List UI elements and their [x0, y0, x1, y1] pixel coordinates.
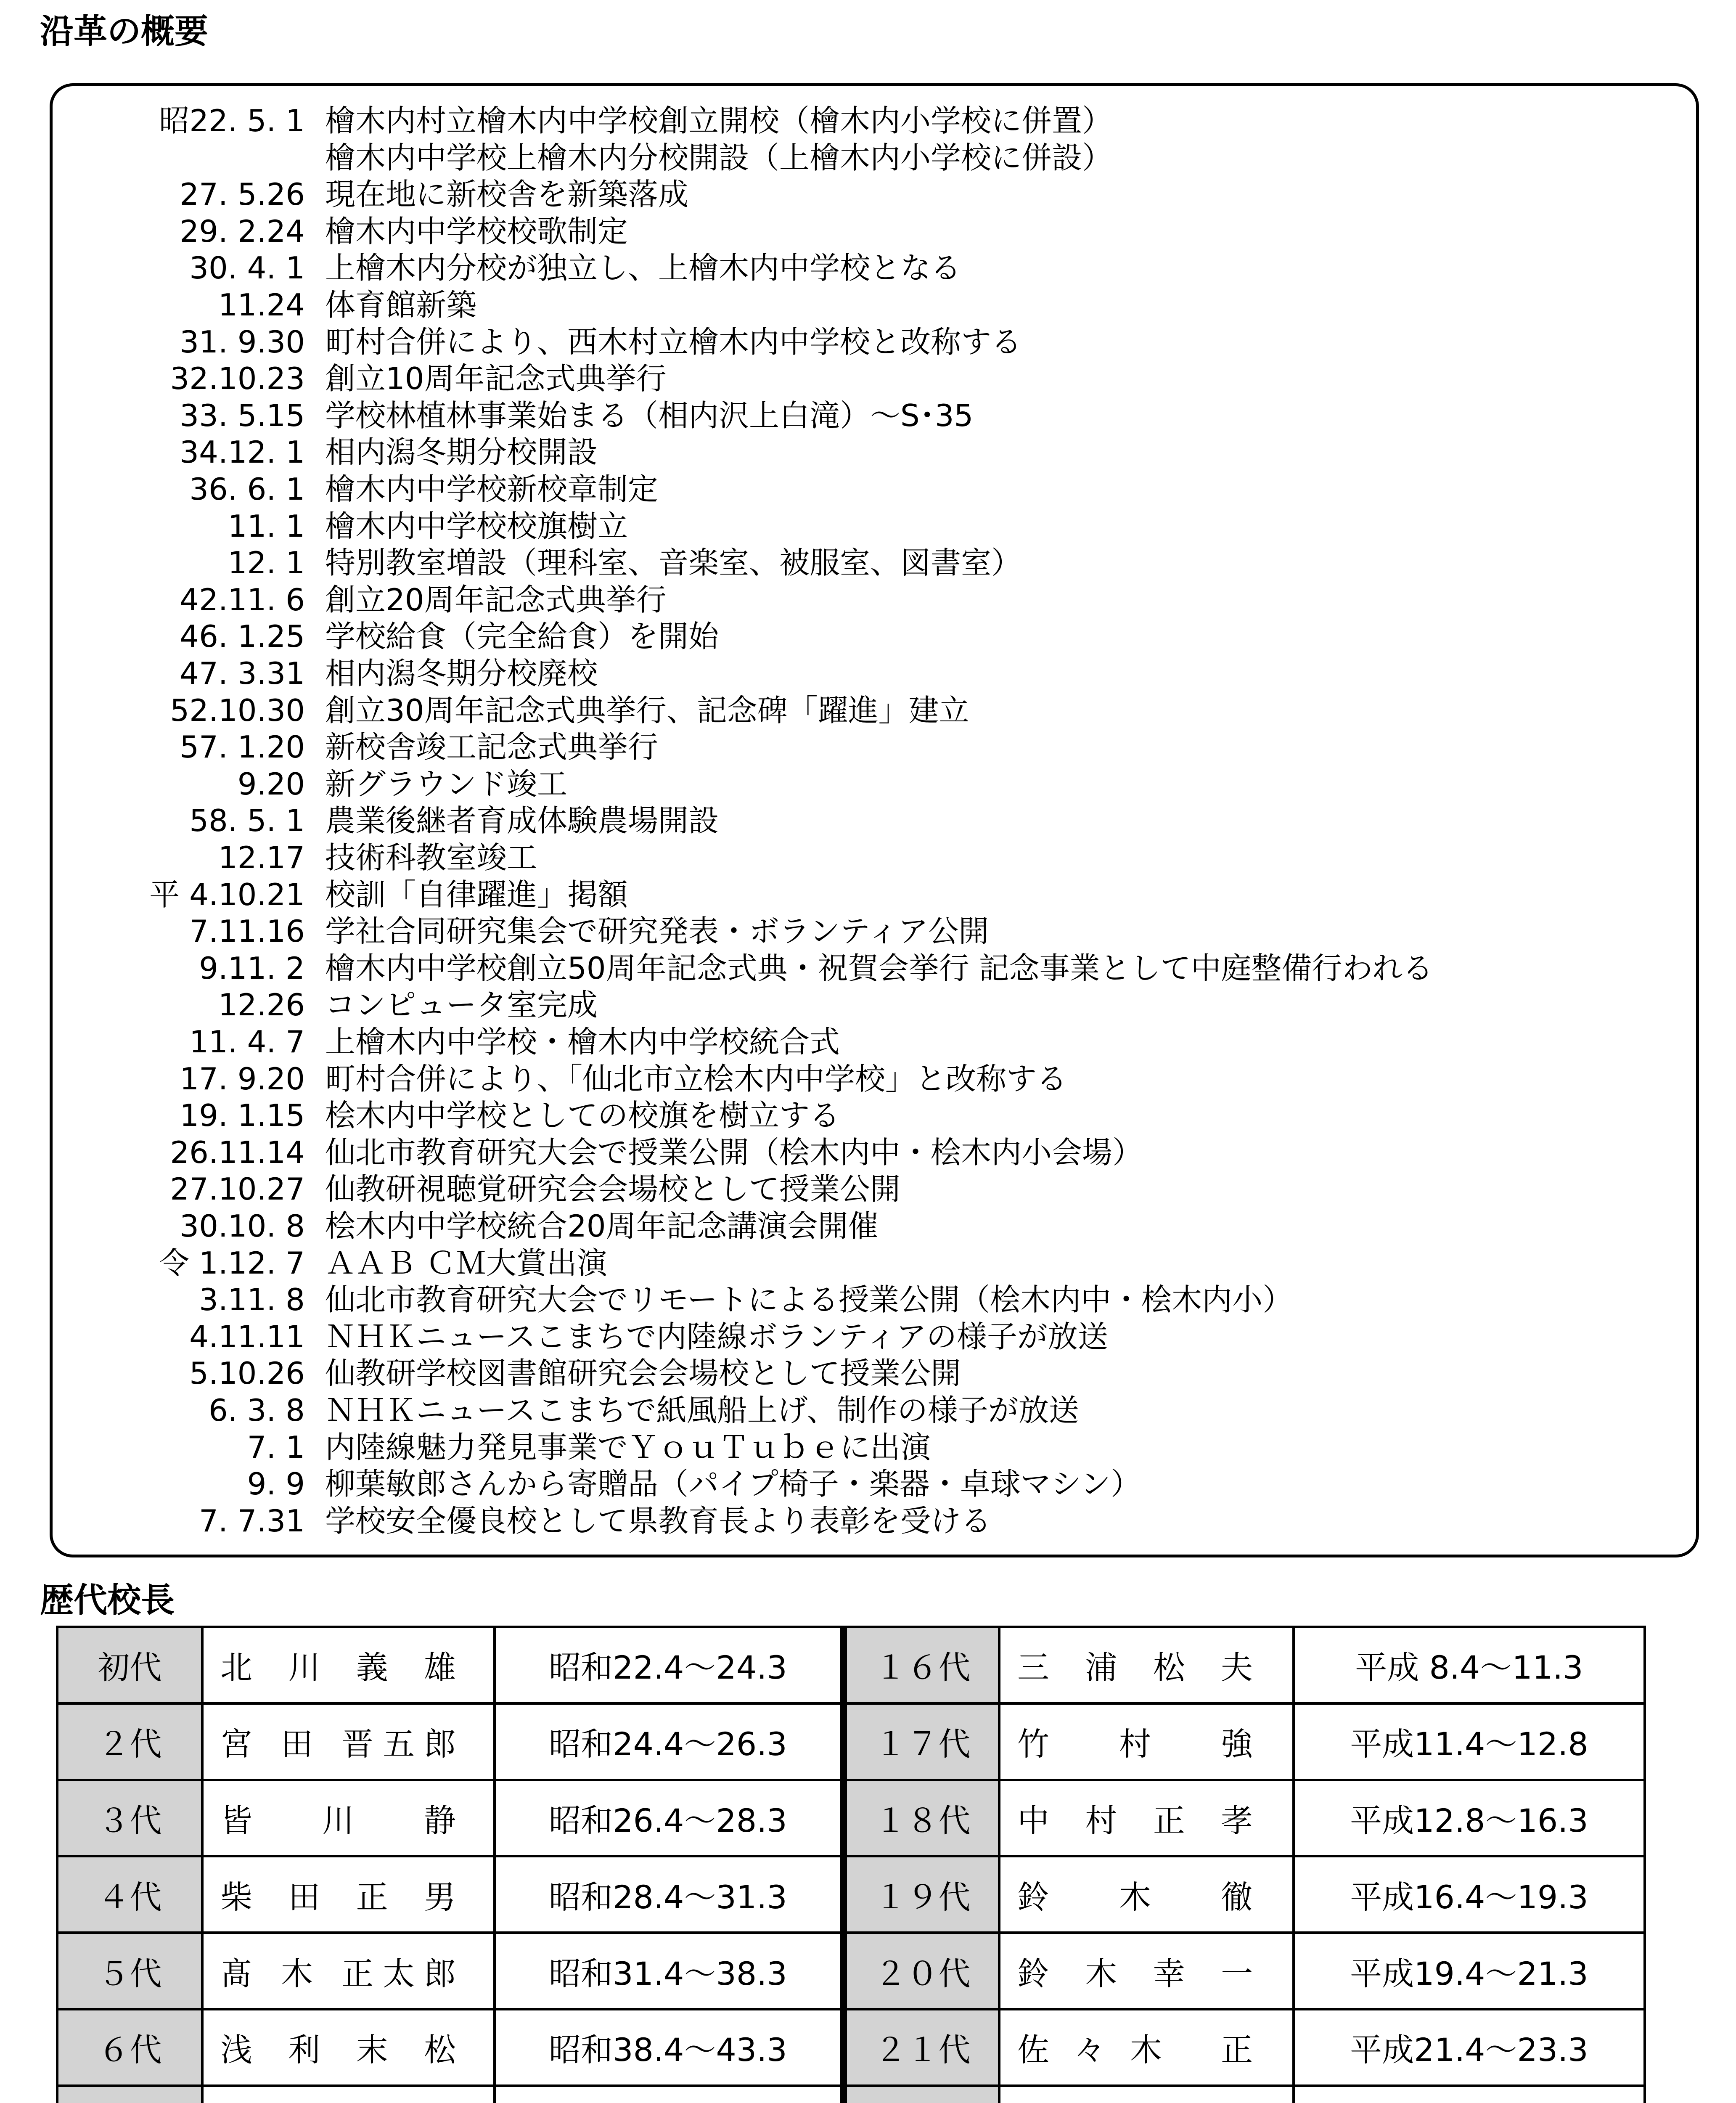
principal-name-text: [1017, 2101, 1253, 2103]
principal-name: [999, 1627, 1294, 1703]
principal-name-text: [220, 1948, 456, 1994]
name-part: 木: [1119, 1878, 1181, 1916]
history-date: 9. 9: [247, 1466, 305, 1502]
history-event: 創立10周年記念式典挙行: [325, 361, 667, 397]
name-part: 田: [288, 1878, 333, 1916]
principal-term: 昭和28.4～31.3: [495, 1856, 844, 1933]
history-date: 7. 1: [247, 1429, 305, 1465]
history-date: 7. 7.31: [199, 1503, 305, 1539]
history-event: 学校安全優良校として県教育長より表彰を受ける: [325, 1503, 992, 1539]
history-date: 令 1.12. 7: [159, 1245, 305, 1281]
history-event: 現在地に新校舎を新築落成: [325, 177, 689, 212]
name-part: 夫: [1221, 1649, 1253, 1687]
history-event: 檜木内中学校校歌制定: [325, 213, 628, 249]
history-entry: [53, 213, 1696, 250]
history-event: 仙教研学校図書館研究会会場校として授業公開: [325, 1356, 961, 1391]
history-entry: [53, 1171, 1696, 1208]
principal-generation: １６代: [844, 1627, 999, 1703]
principal-name-text: [1017, 1719, 1253, 1764]
history-event: 仙北市教育研究大会でリモートによる授業公開（桧木内中・桧木内小）: [325, 1282, 1293, 1318]
history-event: 相内潟冬期分校廃校: [325, 656, 598, 691]
history-event: 町村合併により、「仙北市立桧木内中学校」と改称する: [325, 1061, 1067, 1097]
name-part: 三: [1017, 1649, 1062, 1687]
history-date: 平 4.10.21: [149, 877, 305, 912]
history-date: 4.11.11: [189, 1319, 305, 1354]
name-part: 正: [1221, 2031, 1253, 2069]
principal-row: [57, 2086, 1645, 2103]
history-event: 檜木内中学校上檜木内分校開設（上檜木内小学校に併設）: [325, 140, 1113, 175]
principal-term: 昭和31.4～38.3: [495, 1933, 844, 2009]
principal-term: 昭和22.4～24.3: [495, 1627, 844, 1703]
history-event: 創立20周年記念式典挙行: [325, 582, 667, 617]
history-date: 5.10.26: [189, 1356, 305, 1391]
principal-name-text: [220, 1719, 456, 1764]
history-event: 上檜木内分校が独立し、上檜木内中学校となる: [325, 250, 961, 286]
principal-generation: ３代: [57, 1780, 202, 1857]
history-event: 上檜木内中学校・檜木内中学校統合式: [325, 1024, 840, 1059]
name-part: 孝: [1221, 1801, 1253, 1839]
history-entry: [53, 1502, 1696, 1539]
principal-name: [202, 2009, 495, 2086]
history-entry: [53, 323, 1696, 360]
principal-term: 昭和24.4～26.3: [495, 1703, 844, 1780]
history-event: ＮＨＫニュースこまちで内陸線ボランティアの様子が放送: [325, 1319, 1108, 1354]
name-part: 幸: [1153, 1955, 1198, 1992]
history-date: 47. 3.31: [180, 656, 305, 691]
principal-name-text: [1017, 1795, 1253, 1841]
history-entry: [53, 360, 1696, 397]
history-date: 58. 5. 1: [189, 803, 305, 839]
history-date: 12.17: [218, 840, 305, 875]
history-event: 相内潟冬期分校開設: [325, 434, 598, 470]
history-event: 町村合併により、西木村立檜木内中学校と改称する: [325, 324, 1022, 360]
principal-row: [57, 1856, 1645, 1933]
history-entry: [53, 544, 1696, 581]
name-part: 強: [1221, 1725, 1253, 1763]
history-date: 11. 1: [228, 508, 305, 544]
principal-term: 平成21.4～23.3: [1294, 2009, 1645, 2086]
principal-name-text: [220, 1795, 456, 1841]
history-date: 17. 9.20: [180, 1061, 305, 1097]
principal-name: [202, 2086, 495, 2103]
name-part: 正: [356, 1878, 401, 1916]
history-event: コンピュータ室完成: [325, 987, 598, 1023]
history-event: 新グラウンド竣工: [325, 766, 568, 802]
history-date: 42.11. 6: [180, 582, 305, 617]
history-entry: [53, 950, 1696, 987]
history-date: 11. 4. 7: [189, 1024, 305, 1059]
history-entry: [53, 1097, 1696, 1134]
history-entry: [53, 1134, 1696, 1171]
name-part: 一: [1221, 1955, 1253, 1992]
history-event: ＮＨＫニュースこまちで紙風船上げ、制作の様子が放送: [325, 1393, 1079, 1428]
history-date: 27.10.27: [170, 1171, 305, 1207]
history-date: 31. 9.30: [180, 324, 305, 360]
principal-generation: １７代: [844, 1703, 999, 1780]
history-entry: [53, 286, 1696, 323]
history-event: 学校林植林事業始まる（相内沢上白滝）～S･35: [325, 397, 974, 433]
principal-row: [57, 1933, 1645, 2009]
history-entry: [53, 1465, 1696, 1502]
name-part: 村: [1119, 1725, 1181, 1763]
history-entry: [53, 508, 1696, 545]
name-part: 晋五郎: [341, 1725, 456, 1763]
history-event: 檜木内村立檜木内中学校創立開校（檜木内小学校に併置）: [325, 103, 1113, 138]
history-event: 檜木内中学校校旗樹立: [325, 508, 628, 544]
history-event: 校訓「自律躍進」掲額: [325, 877, 628, 912]
principal-generation: ２０代: [844, 1933, 999, 2009]
history-entry: [53, 986, 1696, 1023]
principal-row: [57, 1627, 1645, 1703]
history-date: 29. 2.24: [180, 213, 305, 249]
principal-generation: [844, 2086, 999, 2103]
history-entry: [53, 434, 1696, 471]
history-entry: [53, 176, 1696, 213]
history-date: 34.12. 1: [180, 434, 305, 470]
name-part: 正: [1153, 1801, 1198, 1839]
principal-name: [202, 1703, 495, 1780]
history-date: 27. 5.26: [180, 177, 305, 212]
history-entry: [53, 1318, 1696, 1355]
principal-row: [57, 1703, 1645, 1780]
history-event: 仙教研視聴覚研究会会場校として授業公開: [325, 1171, 901, 1207]
principal-term: [1294, 2086, 1645, 2103]
principal-name: [202, 1933, 495, 2009]
principal-name-text: [220, 1872, 456, 1918]
name-part: 宮: [220, 1725, 262, 1763]
name-part: 静: [424, 1801, 456, 1839]
history-event: ＡＡＢ ＣＭ大賞出演: [325, 1245, 607, 1281]
principal-name-text: [1017, 2024, 1253, 2070]
principal-row: [57, 1780, 1645, 1857]
history-entry: [53, 581, 1696, 618]
principal-generation: ６代: [57, 2009, 202, 2086]
name-part: 柴: [220, 1878, 265, 1916]
name-part: 竹: [1017, 1725, 1079, 1763]
history-entry: [53, 655, 1696, 692]
name-part: 村: [1085, 1801, 1130, 1839]
history-box: [50, 83, 1699, 1557]
name-part: 皆: [220, 1801, 282, 1839]
history-entry: [53, 102, 1696, 139]
principal-row: [57, 2009, 1645, 2086]
history-entry: [53, 1060, 1696, 1097]
history-date: 9.11. 2: [199, 950, 305, 986]
principal-name: [999, 1856, 1294, 1933]
name-part: 徹: [1221, 1878, 1253, 1916]
principal-term: 昭和26.4～28.3: [495, 1780, 844, 1857]
history-date: 30.10. 8: [180, 1208, 305, 1244]
history-date: 9.20: [237, 766, 305, 802]
principal-name-text: [220, 2101, 456, 2103]
name-part: 木: [281, 1955, 323, 1992]
name-part: 浦: [1085, 1649, 1130, 1687]
history-event: 桧木内中学校統合20周年記念講演会開催: [325, 1208, 879, 1244]
principal-name: [999, 2009, 1294, 2086]
history-date: 昭22. 5. 1: [159, 103, 305, 138]
history-event: 新校舎竣工記念式典挙行: [325, 729, 659, 765]
history-entry: [53, 1208, 1696, 1245]
principal-term: 平成11.4～12.8: [1294, 1703, 1645, 1780]
history-event: 桧木内中学校としての校旗を樹立する: [325, 1098, 840, 1134]
name-part: 鈴: [1017, 1878, 1079, 1916]
history-entry: [53, 249, 1696, 286]
history-event: 特別教室増設（理科室、音楽室、被服室、図書室）: [325, 545, 1022, 581]
name-part: 中: [1017, 1801, 1062, 1839]
history-event: 内陸線魅力発見事業でＹｏｕＴｕｂｅに出演: [325, 1429, 931, 1465]
principal-generation: １９代: [844, 1856, 999, 1933]
principal-name: [202, 1780, 495, 1857]
principal-name: [999, 1703, 1294, 1780]
name-part: 川: [322, 1801, 384, 1839]
principal-generation: ５代: [57, 1933, 202, 2009]
history-entry: [53, 1281, 1696, 1318]
name-part: 松: [1153, 1649, 1198, 1687]
name-part: 男: [424, 1878, 456, 1916]
history-entry: [53, 692, 1696, 729]
history-date: 36. 6. 1: [189, 471, 305, 507]
history-entry: [53, 765, 1696, 803]
name-part: 雄: [424, 1649, 456, 1687]
history-entry: [53, 802, 1696, 839]
name-part: 鈴: [1017, 1955, 1062, 1992]
name-part: 川: [288, 1649, 333, 1687]
history-entry: [53, 876, 1696, 913]
history-entry: [53, 913, 1696, 950]
principal-generation: 初代: [57, 1627, 202, 1703]
principal-name: [202, 1627, 495, 1703]
history-event: 学社合同研究集会で研究発表・ボランティア公開: [325, 914, 989, 949]
name-part: 義: [356, 1649, 401, 1687]
principal-term: [495, 2086, 844, 2103]
name-part: 末: [356, 2031, 401, 2069]
history-entry: [53, 1245, 1696, 1282]
name-part: 正太郎: [341, 1955, 456, 1992]
principal-name-text: [1017, 1642, 1253, 1688]
history-entry: [53, 397, 1696, 434]
name-part: 利: [288, 2031, 333, 2069]
history-date: 32.10.23: [170, 361, 305, 397]
history-section-title: 沿革の概要: [40, 12, 208, 51]
history-date: 52.10.30: [170, 692, 305, 728]
history-entry: [53, 618, 1696, 655]
principal-name: [999, 1780, 1294, 1857]
history-date: 12.26: [218, 987, 305, 1023]
name-part: 髙: [220, 1955, 262, 1992]
history-event: 仙北市教育研究大会で授業公開（桧木内中・桧木内小会場）: [325, 1134, 1143, 1170]
history-event: 農業後継者育成体験農場開設: [325, 803, 719, 839]
history-date: 19. 1.15: [180, 1098, 305, 1134]
name-part: 田: [281, 1725, 323, 1763]
principal-generation: １８代: [844, 1780, 999, 1857]
principal-generation: [57, 2086, 202, 2103]
principal-term: 平成19.4～21.3: [1294, 1933, 1645, 2009]
name-part: 木: [1085, 1955, 1130, 1992]
principal-term: 平成12.8～16.3: [1294, 1780, 1645, 1857]
history-entry: [53, 1023, 1696, 1060]
principal-generation: ４代: [57, 1856, 202, 1933]
history-date: 3.11. 8: [199, 1282, 305, 1318]
principal-name: [999, 2086, 1294, 2103]
principal-term: 昭和38.4～43.3: [495, 2009, 844, 2086]
history-entry: [53, 839, 1696, 876]
history-date: 57. 1.20: [180, 729, 305, 765]
history-event: 柳葉敏郎さんから寄贈品（パイプ椅子・楽器・卓球マシン）: [325, 1466, 1141, 1502]
name-part: 佐々木: [1017, 2031, 1186, 2069]
history-entry: [53, 471, 1696, 508]
principal-term: 平成16.4～19.3: [1294, 1856, 1645, 1933]
principal-name: [999, 1933, 1294, 2009]
history-entry: [53, 1355, 1696, 1392]
history-date: 46. 1.25: [180, 619, 305, 654]
history-event: 学校給食（完全給食）を開始: [325, 619, 719, 654]
history-date: 6. 3. 8: [209, 1393, 305, 1428]
history-date: 11.24: [218, 287, 305, 323]
history-event: 創立30周年記念式典挙行、記念碑「躍進」建立: [325, 692, 969, 728]
principal-name-text: [220, 1642, 456, 1688]
history-entry: [53, 139, 1696, 176]
principals-section-title: 歴代校長: [40, 1581, 175, 1620]
principal-generation: ２１代: [844, 2009, 999, 2086]
principal-term: 平成 8.4～11.3: [1294, 1627, 1645, 1703]
history-event: 体育館新築: [325, 287, 477, 323]
history-date: 33. 5.15: [180, 397, 305, 433]
principal-name-text: [220, 2024, 456, 2070]
history-date: 7.11.16: [189, 914, 305, 949]
history-date: 30. 4. 1: [189, 250, 305, 286]
name-part: 松: [424, 2031, 456, 2069]
history-event: 技術科教室竣工: [325, 840, 537, 875]
history-entry: [53, 728, 1696, 765]
history-event: 檜木内中学校新校章制定: [325, 471, 659, 507]
principals-table: [56, 1626, 1646, 2103]
history-entry: [53, 1429, 1696, 1466]
history-event: 檜木内中学校創立50周年記念式典・祝賀会挙行 記念事業として中庭整備行われる: [325, 950, 1433, 986]
name-part: 浅: [220, 2031, 265, 2069]
name-part: 北: [220, 1649, 265, 1687]
principal-generation: ２代: [57, 1703, 202, 1780]
principal-name-text: [1017, 1872, 1253, 1918]
history-date: 26.11.14: [170, 1134, 305, 1170]
principal-name-text: [1017, 1948, 1253, 1994]
principal-name: [202, 1856, 495, 1933]
history-date: 12. 1: [228, 545, 305, 581]
history-entry: [53, 1392, 1696, 1429]
